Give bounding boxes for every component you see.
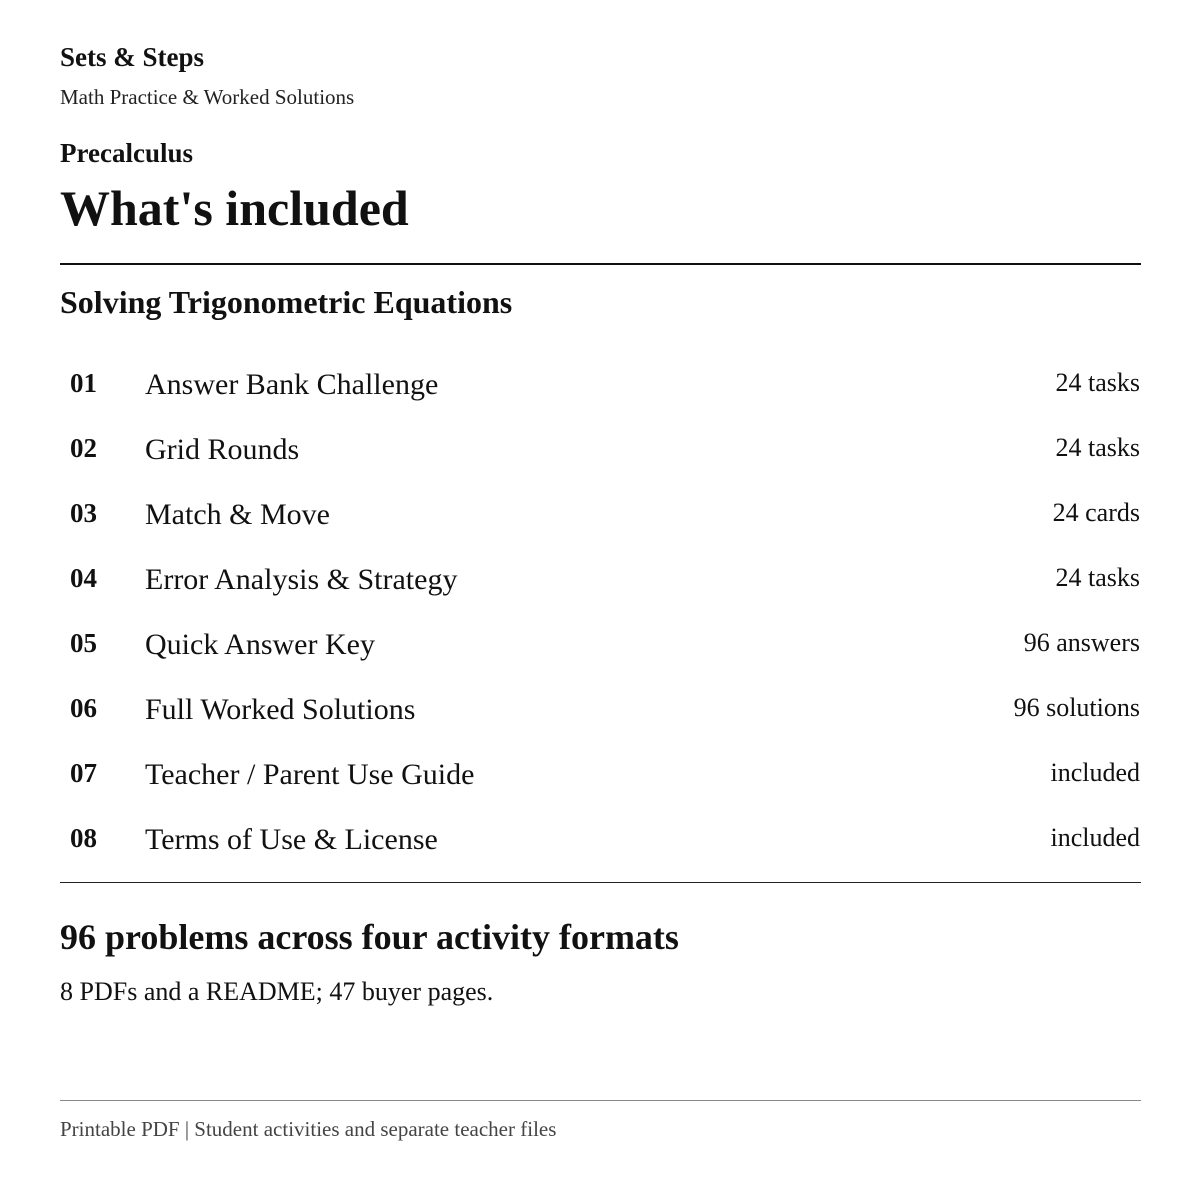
item-number: 07 xyxy=(70,758,97,788)
item-number: 08 xyxy=(70,823,97,853)
title-divider xyxy=(60,263,1141,265)
summary-title: 96 problems across four activity formats xyxy=(60,917,679,957)
item-title: Error Analysis & Strategy xyxy=(145,563,458,596)
item-number: 04 xyxy=(70,563,97,593)
item-count: included xyxy=(1050,823,1140,852)
brand-tagline: Math Practice & Worked Solutions xyxy=(60,85,355,109)
footer-divider xyxy=(60,1100,1141,1101)
contents-item xyxy=(60,418,1141,483)
contents-divider xyxy=(60,882,1141,883)
brand-name: Sets & Steps xyxy=(60,42,205,72)
item-count: 24 tasks xyxy=(1055,368,1140,397)
contents-item xyxy=(60,353,1141,418)
item-title: Quick Answer Key xyxy=(145,628,375,661)
item-count: 24 tasks xyxy=(1055,433,1140,462)
page-title: What's included xyxy=(60,180,409,236)
item-number: 05 xyxy=(70,628,97,658)
contents-item xyxy=(60,483,1141,548)
item-number: 06 xyxy=(70,693,97,723)
contents-item xyxy=(60,548,1141,613)
subject-label: Precalculus xyxy=(60,138,193,168)
summary-text: 8 PDFs and a README; 47 buyer pages. xyxy=(60,977,494,1006)
section-title: Solving Trigonometric Equations xyxy=(60,284,513,320)
item-title: Grid Rounds xyxy=(145,433,300,466)
item-count: 24 tasks xyxy=(1055,563,1140,592)
contents-list xyxy=(60,353,1141,873)
item-title: Answer Bank Challenge xyxy=(145,368,439,401)
contents-item xyxy=(60,743,1141,808)
contents-item xyxy=(60,678,1141,743)
item-count: 96 answers xyxy=(1023,628,1140,657)
item-title: Teacher / Parent Use Guide xyxy=(145,758,475,791)
item-title: Match & Move xyxy=(145,498,330,531)
item-title: Full Worked Solutions xyxy=(145,693,416,726)
item-title: Terms of Use & License xyxy=(145,823,438,856)
item-count: included xyxy=(1050,758,1140,787)
item-number: 03 xyxy=(70,498,97,528)
item-count: 24 cards xyxy=(1052,498,1140,527)
item-number: 01 xyxy=(70,368,97,398)
item-count: 96 solutions xyxy=(1013,693,1140,722)
contents-item xyxy=(60,613,1141,678)
item-number: 02 xyxy=(70,433,97,463)
footer-text: Printable PDF | Student activities and separate teacher files xyxy=(60,1117,557,1141)
contents-item xyxy=(60,808,1141,873)
